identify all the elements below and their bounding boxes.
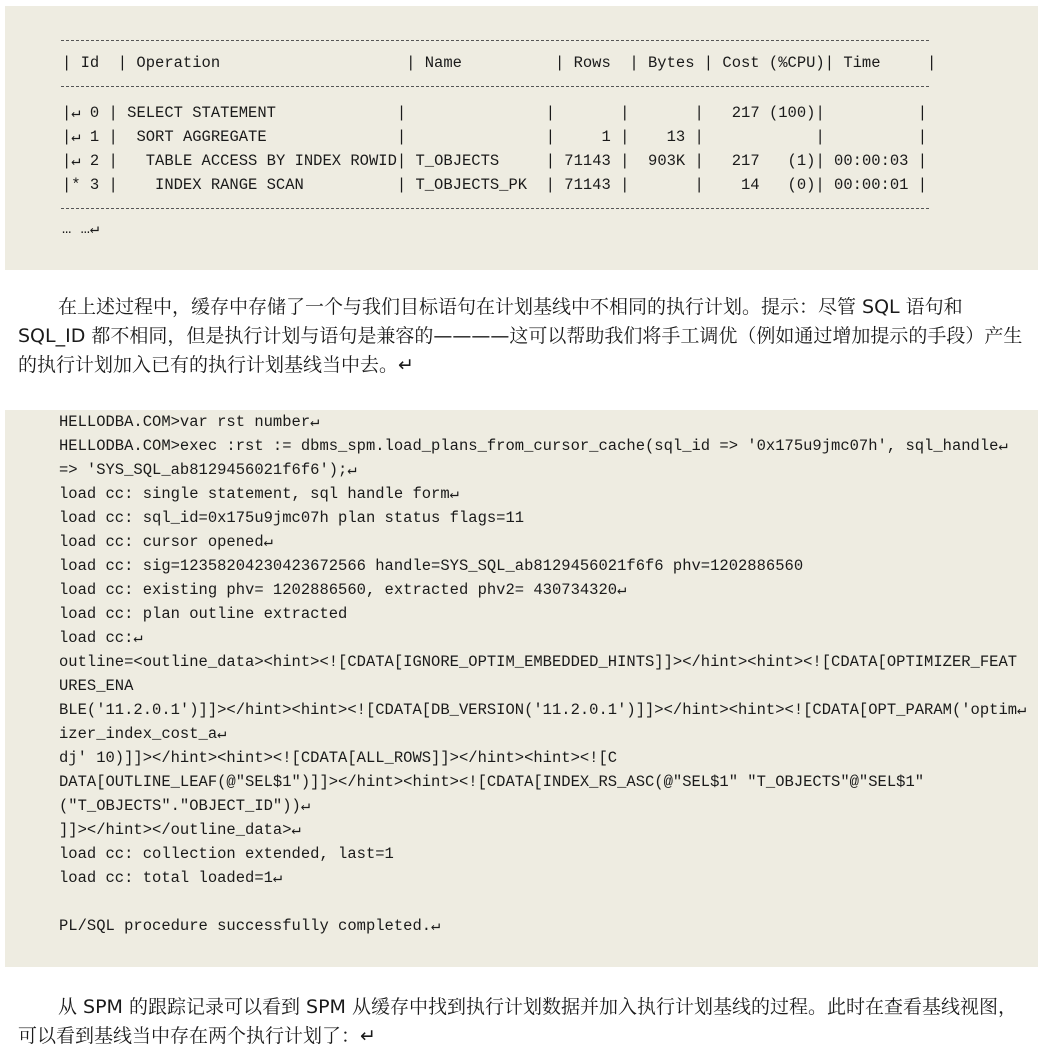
trace-line: PL/SQL procedure successfully completed.↵ <box>59 917 441 935</box>
trace-line: izer_index_cost_a↵ <box>59 725 227 743</box>
trace-line: load cc: single statement, sql handle form↵ <box>59 485 459 503</box>
trace-line: DATA[OUTLINE_LEAF(@"SEL$1")]]></hint><hint><![CDATA[INDEX_RS_ASC(@"SEL$1" "T_OBJECTS"@"SEL$1" <box>59 773 925 791</box>
plan-table-header: | Id | Operation | Name | Rows | Bytes | Cost (%CPU)| Time | <box>62 54 937 72</box>
table-header-divider <box>61 86 929 87</box>
trace-line: load cc: sql_id=0x175u9jmc07h plan status flags=11 <box>59 509 525 527</box>
trace-line: BLE('11.2.0.1')]]></hint><hint><![CDATA[DB_VERSION('11.2.0.1')]]></hint><hint><![CDATA[OPT_PARAM('optim↵ <box>59 701 1027 719</box>
trace-line: load cc: plan outline extracted <box>59 605 348 623</box>
trace-line: dj' 10)]]></hint><hint><![CDATA[ALL_ROWS]]></hint><hint><![C <box>59 749 618 767</box>
trace-line: load cc: total loaded=1↵ <box>59 869 283 887</box>
plan-row: |* 3 | INDEX RANGE SCAN | T_OBJECTS_PK | 71143 | | 14 (0)| 00:00:01 | <box>62 176 928 194</box>
trace-line: outline=<outline_data><hint><![CDATA[IGNORE_OPTIM_EMBEDDED_HINTS]]></hint><hint><![CDATA[OPTIMIZER_FEAT <box>59 653 1018 671</box>
table-top-divider <box>61 40 929 41</box>
trace-line: HELLODBA.COM>exec :rst := dbms_spm.load_plans_from_cursor_cache(sql_id => '0x175u9jmc07h', sql_handle↵ <box>59 437 1008 455</box>
trace-line: => 'SYS_SQL_ab8129456021f6f6');↵ <box>59 461 357 479</box>
ellipsis-line: … …↵ <box>62 220 100 238</box>
trace-line: URES_ENA <box>59 677 134 695</box>
plan-row: |↵ 1 | SORT AGGREGATE | | 1 | 13 | | | <box>62 128 928 146</box>
trace-line: load cc: cursor opened↵ <box>59 533 273 551</box>
trace-line: load cc: existing phv= 1202886560, extracted phv2= 430734320↵ <box>59 581 627 599</box>
table-bottom-divider <box>61 208 929 209</box>
trace-line: load cc:↵ <box>59 629 143 647</box>
trace-line: ("T_OBJECTS"."OBJECT_ID"))↵ <box>59 797 311 815</box>
plan-row: |↵ 0 | SELECT STATEMENT | | | | 217 (100)| | <box>62 104 928 122</box>
trace-line: HELLODBA.COM>var rst number↵ <box>59 413 320 431</box>
trace-line: load cc: sig=12358204230423672566 handle=SYS_SQL_ab8129456021f6f6 phv=1202886560 <box>59 557 804 575</box>
paragraph-spm-intro: 在上述过程中，缓存中存储了一个与我们目标语句在计划基线中不相同的执行计划。提示：尽管 SQL 语句和 SQL_ID 都不相同，但是执行计划与语句是兼容的————这可以帮助我们将手工调优（例如通过增加提示的手段）产生的执行计划加入已有的执行计划基线当中去。↵ <box>18 296 1023 376</box>
trace-line: load cc: collection extended, last=1 <box>59 845 394 863</box>
plan-row: |↵ 2 | TABLE ACCESS BY INDEX ROWID| T_OBJECTS | 71143 | 903K | 217 (1)| 00:00:03 | <box>62 152 928 170</box>
trace-line: ]]></hint></outline_data>↵ <box>59 821 301 839</box>
paragraph-spm-trace-summary: 从 SPM 的跟踪记录可以看到 SPM 从缓存中找到执行计划数据并加入执行计划基线的过程。此时在查看基线视图，可以看到基线当中存在两个执行计划了：↵ <box>18 996 1017 1047</box>
